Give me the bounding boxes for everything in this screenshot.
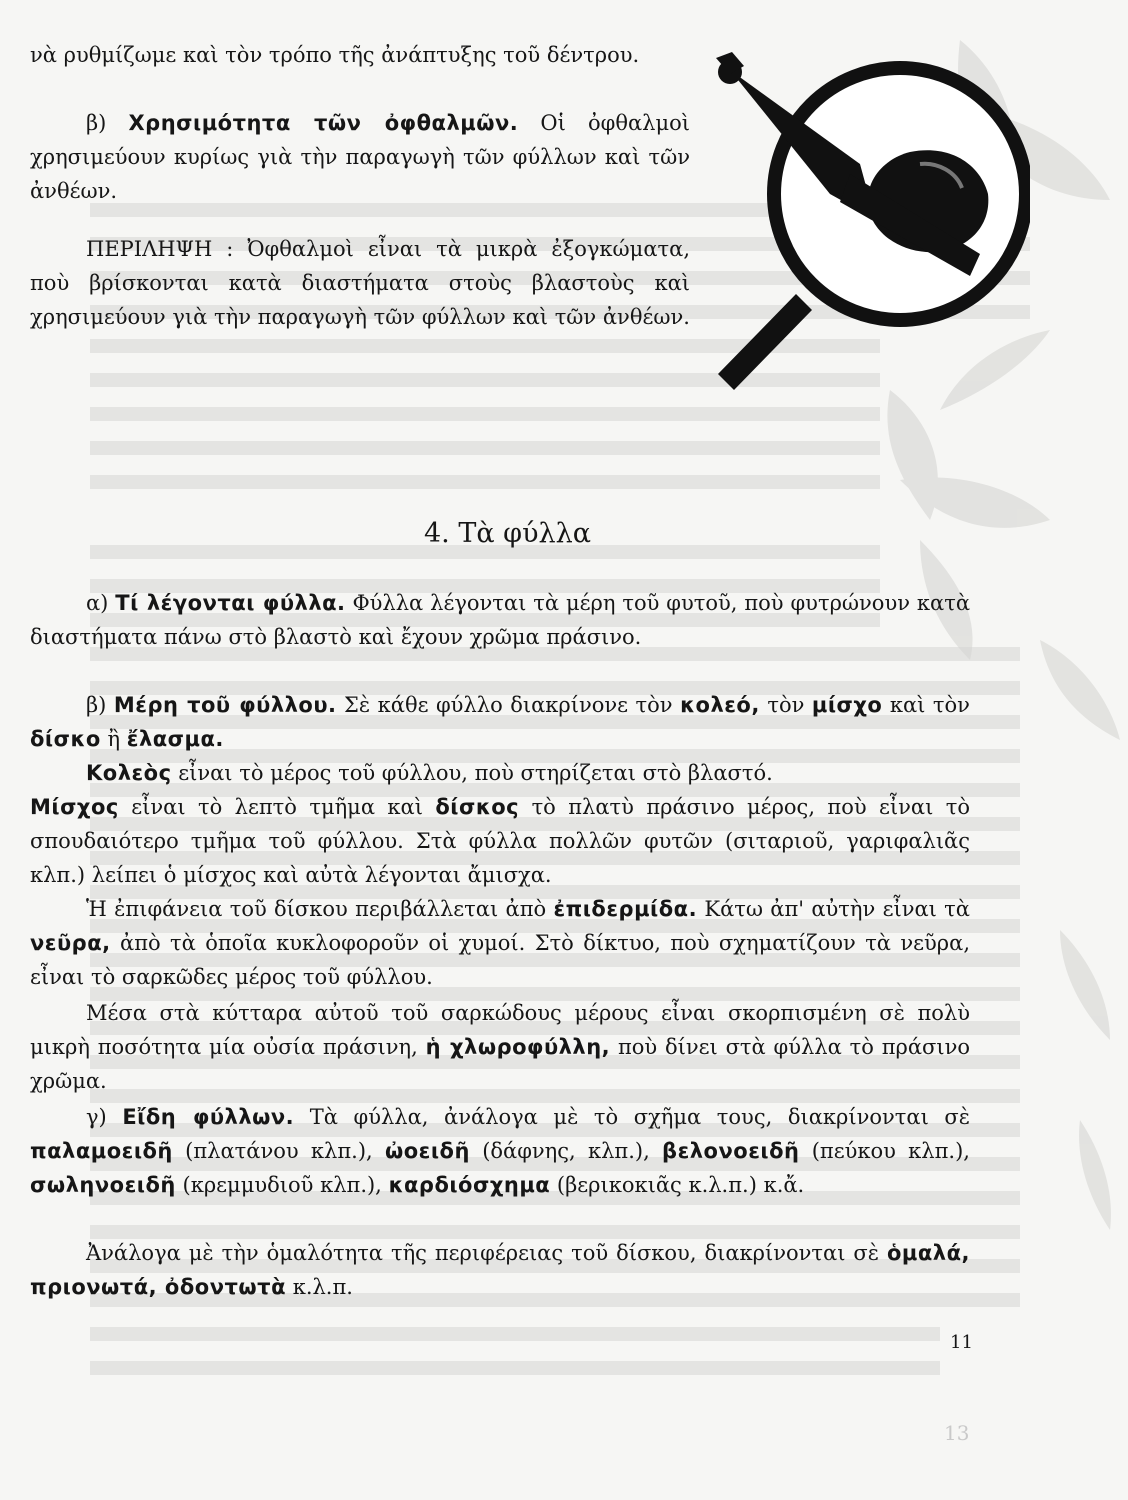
epidermis-paragraph: Ἡ ἐπιφάνεια τοῦ δίσκου περιβάλλεται ἀπὸ ἐπιδερμίδα. Κάτω ἀπ' αὐτὴν εἶναι τὰ νεῦρα, ἀπὸ τὰ ὁποῖα κυκλοφοροῦν οἱ χυμοί. Στὸ δίκτυο, ποὺ σχηματίζουν τὰ νεῦρα, εἶναι τὸ σαρκῶδες μέρος τοῦ φύλλου.	[30, 897, 970, 989]
summary-label: ΠΕΡΙΛΗΨΗ :	[86, 237, 234, 261]
section-label: γ)	[86, 1105, 107, 1129]
section-label: β)	[86, 693, 107, 717]
section-term: Εἴδη φύλλων.	[122, 1105, 295, 1129]
chlorophyll-paragraph: Μέσα στὰ κύτταρα αὐτοῦ τοῦ σαρκώδους μέρους εἶναι σκορπισμένη σὲ πολὺ μικρὴ ποσότητα μία οὐσία πράσινη, ἡ χλωροφύλλη, ποὺ δίνει στὰ φύλλα τὸ πράσινο χρῶμα.	[30, 1001, 970, 1093]
section-label: α)	[86, 591, 109, 615]
koleos-paragraph: Κολεὸς εἶναι τὸ μέρος τοῦ φύλλου, ποὺ στηρίζεται στὸ βλαστό.	[86, 761, 773, 785]
section-term: Μίσχος	[30, 795, 119, 819]
section-term: Μέρη τοῦ φύλλου.	[113, 693, 337, 717]
section-term: Τί λέγονται φύλλα.	[115, 591, 346, 615]
buds-usefulness-paragraph: β) Χρησιμότητα τῶν ὀφθαλμῶν. Οἱ ὀφθαλμοὶ χρησιμεύουν κυρίως γιὰ τὴν παραγωγὴ τῶν φύλλων καὶ τῶν ἀνθέων.	[30, 111, 690, 203]
chapter-heading: 4. Τὰ φύλλα	[424, 518, 591, 549]
section-term: Χρησιμότητα τῶν ὀφθαλμῶν.	[128, 111, 519, 135]
leaves-definition-paragraph: α) Τί λέγονται φύλλα. Φύλλα λέγονται τὰ μέρη τοῦ φυτοῦ, ποὺ φυτρώνουν κατὰ διαστήματα πάνω στὸ βλαστὸ καὶ ἔχουν χρῶμα πράσινο.	[30, 591, 970, 649]
leaf-kinds-paragraph: γ) Εἴδη φύλλων. Τὰ φύλλα, ἀνάλογα μὲ τὸ σχῆμα τους, διακρίνονται σὲ παλαμοειδῆ (πλατάνου κλπ.), ὠοειδῆ (δάφνης, κλπ.), βελονοειδῆ (πεύκου κλπ.), σωληνοειδῆ (κρεμμυδιοῦ κλπ.), καρδιόσχημα (βερικοκιᾶς κ.λ.π.) κ.ἄ.	[30, 1105, 970, 1197]
intro-paragraph: νὰ ρυθμίζωμε καὶ τὸν τρόπο τῆς ἀνάπτυξης τοῦ δέντρου.	[30, 43, 640, 67]
leaf-margin-paragraph: Ἀνάλογα μὲ τὴν ὁμαλότητα τῆς περιφέρειας τοῦ δίσκου, διακρίνονται σὲ ὁμαλά, πριονωτά, ὀδοντωτὰ κ.λ.π.	[30, 1241, 970, 1299]
page-number: 11	[950, 1332, 973, 1353]
summary-paragraph: ΠΕΡΙΛΗΨΗ : Ὀφθαλμοὶ εἶναι τὰ μικρὰ ἐξογκώματα, ποὺ βρίσκονται κατὰ διαστήματα στοὺς βλαστοὺς καὶ χρησιμεύουν γιὰ τὴν παραγωγὴ τῶν φύλλων καὶ τῶν ἀνθέων.	[30, 237, 690, 329]
mischos-paragraph: Μίσχος εἶναι τὸ λεπτὸ τμῆμα καὶ δίσκος τὸ πλατὺ πράσινο μέρος, ποὺ εἶναι τὸ σπουδαιότερο τμῆμα τοῦ φύλλου. Στὰ φύλλα πολλῶν φυτῶν (σιταριοῦ, γαριφαλιᾶς κλπ.) λείπει ὁ μίσχος καὶ αὐτὰ λέγονται ἄμισχα.	[30, 795, 970, 887]
section-term: Κολεὸς	[86, 761, 172, 785]
section-label: β)	[86, 111, 107, 135]
leaf-parts-paragraph: β) Μέρη τοῦ φύλλου. Σὲ κάθε φύλλο διακρίνονε τὸν κολεό, τὸν μίσχο καὶ τὸν δίσκο ἢ ἔλασμα.	[30, 693, 970, 751]
bleed-page-number: 13	[944, 1421, 970, 1445]
magnifying-glass-icon	[700, 44, 1030, 404]
